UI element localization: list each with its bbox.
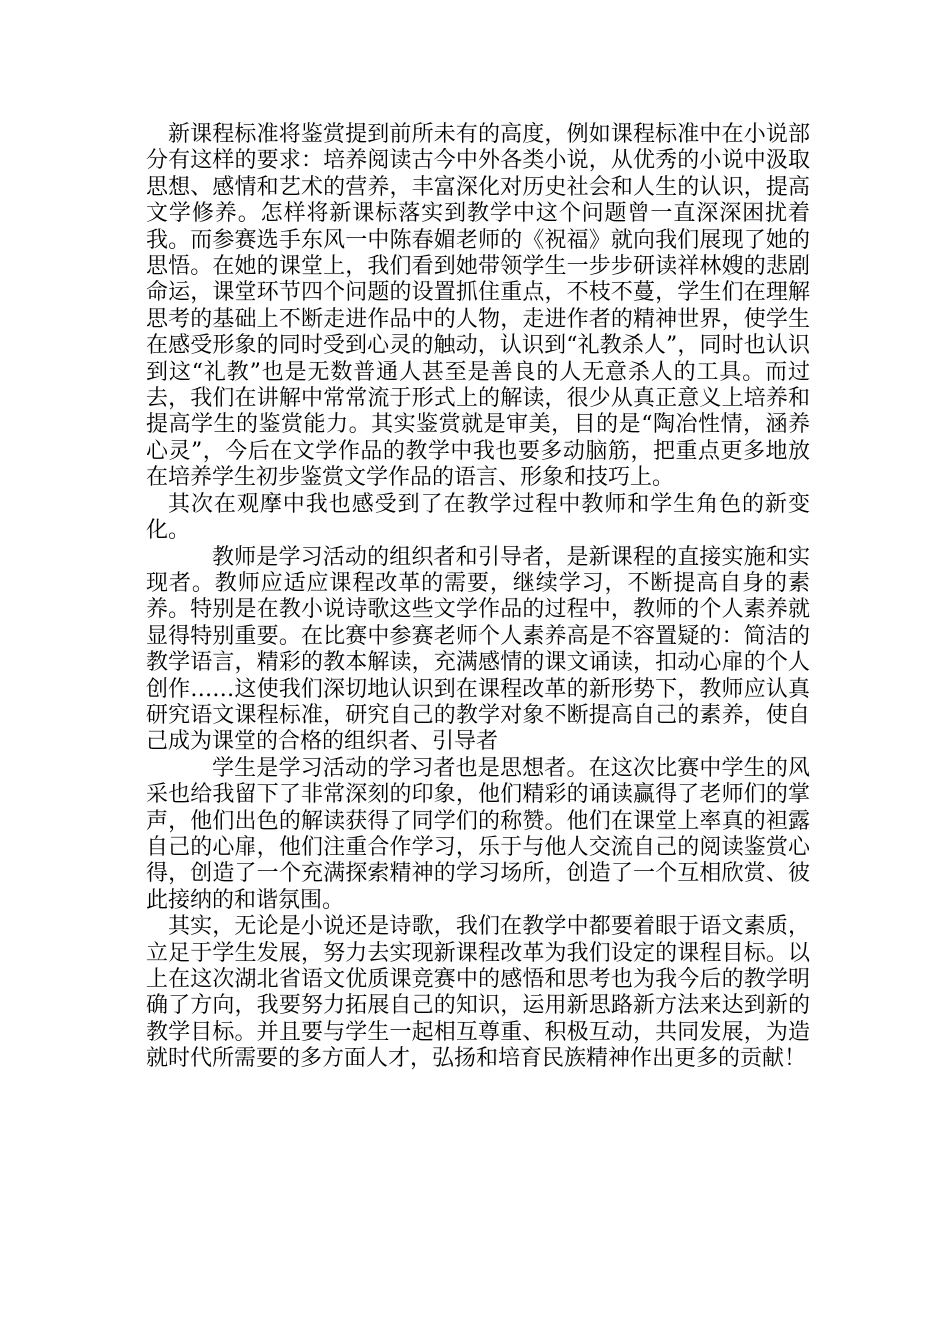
paragraph-role-change: 其次在观摩中我也感受到了在教学过程中教师和学生角色的新变化。: [146, 491, 810, 544]
paragraph-conclusion: 其实，无论是小说还是诗歌，我们在教学中都要着眼于语文素质，立足于学生发展，努力去实现新课程改革为我们设定的课程目标。以上在这次湖北省语文优质课竞赛中的感悟和思考也为我今后的教学明确了方向，我要努力拓展自己的知识，运用新思路新方法来达到新的教学目标。并且要与学生一起相互尊重、积极互动，共同发展，为造就时代所需要的多方面人才，弘扬和培育民族精神作出更多的贡献！: [146, 914, 810, 1072]
paragraph-teacher: 教师是学习活动的组织者和引导者，是新课程的直接实施和实现者。教师应适应课程改革的需要，继续学习，不断提高自身的素养。特别是在教小说诗歌这些文学作品的过程中，教师的个人素养就显得特别重要。在比赛中参赛老师个人素养高是不容置疑的：简洁的教学语言，精彩的教本解读，充满感情的课文诵读，扣动心扉的个人创作……这使我们深切地认识到在课程改革的新形势下，教师应认真研究语文课程标准，研究自己的教学对象不断提高自己的素养，使自己成为课堂的合格的组织者、引导者: [146, 544, 810, 755]
paragraph-student: 学生是学习活动的学习者也是思想者。在这次比赛中学生的风采也给我留下了非常深刻的印象，他们精彩的诵读赢得了老师们的掌声，他们出色的解读获得了同学们的称赞。他们在课堂上率真的袒露自己的心扉，他们注重合作学习，乐于与他人交流自己的阅读鉴赏心得，创造了一个充满探索精神的学习场所，创造了一个互相欣赏、彼此接纳的和谐氛围。: [146, 755, 810, 913]
document-body: [146, 122, 810, 1073]
paragraph-appreciation: 新课程标准将鉴赏提到前所未有的高度，例如课程标准中在小说部分有这样的要求：培养阅读古今中外各类小说，从优秀的小说中汲取思想、感情和艺术的营养，丰富深化对历史社会和人生的认识，提高文学修养。怎样将新课标落实到教学中这个问题曾一直深深困扰着我。而参赛选手东风一中陈春媚老师的《祝福》就向我们展现了她的思悟。在她的课堂上，我们看到她带领学生一步步研读祥林嫂的悲剧命运，课堂环节四个问题的设置抓住重点，不枝不蔓，学生们在理解思考的基础上不断走进作品中的人物，走进作者的精神世界，使学生在感受形象的同时受到心灵的触动，认识到“礼教杀人”，同时也认识到这“礼教”也是无数普通人甚至是善良的人无意杀人的工具。而过去，我们在讲解中常常流于形式上的解读，很少从真正意义上培养和提高学生的鉴赏能力。其实鉴赏就是审美，目的是“陶冶性情，涵养心灵”，今后在文学作品的教学中我也要多动脑筋，把重点更多地放在培养学生初步鉴赏文学作品的语言、形象和技巧上。: [146, 122, 810, 491]
